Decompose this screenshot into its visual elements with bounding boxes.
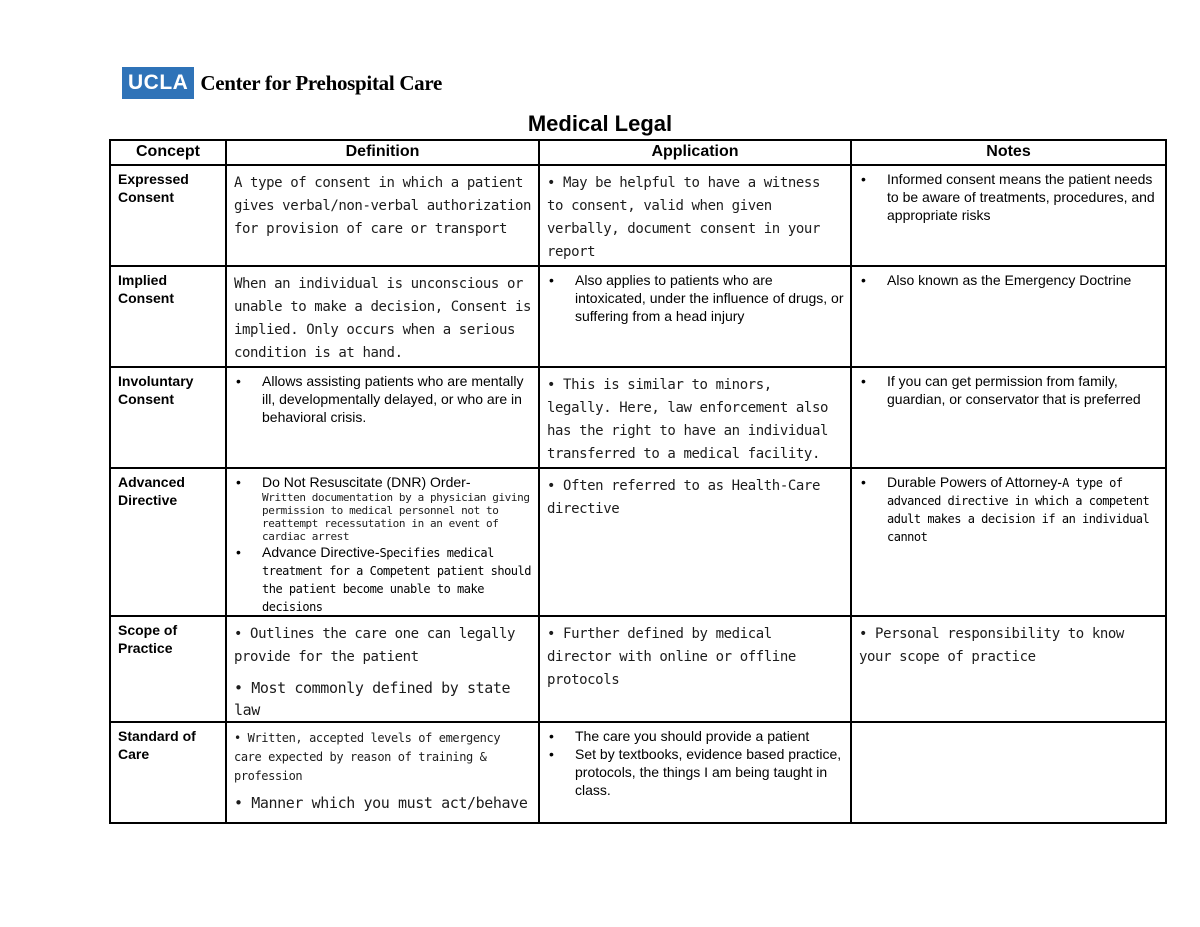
notes-cell: [851, 266, 1166, 367]
definition-cell: [226, 722, 539, 823]
table-header-row: [110, 140, 1166, 165]
definition-cell: [226, 468, 539, 616]
concept-cell: Implied Consent: [110, 266, 226, 367]
durable-powers-label: Durable Powers of Attorney-: [887, 474, 1063, 490]
table-row: [110, 468, 1166, 616]
application-cell: [539, 722, 851, 823]
handwritten-bullet: • Outlines the care one can legally provide for the patient: [234, 626, 516, 665]
concept-cell: Advanced Directive: [110, 468, 226, 616]
column-header-definition: Definition: [226, 140, 539, 165]
application-bullet: • Set by textbooks, evidence based practice, protocols, the things I am being taught in class.: [575, 745, 844, 799]
column-header-application: Application: [539, 140, 851, 165]
definition-bullet: [262, 473, 532, 543]
handwritten-application: • Further defined by medical director with online or offline protocols: [547, 626, 796, 688]
table-row: [110, 367, 1166, 468]
definition-cell: [226, 266, 539, 367]
notes-cell: [851, 616, 1166, 722]
handwritten-advance-directive-definition: Specifies medical treatment for a Competent patient should the patient become unable to make decisions: [262, 546, 531, 614]
dnr-label: Do Not Resuscitate (DNR) Order-: [262, 474, 471, 490]
notes-cell: [851, 367, 1166, 468]
notes-bullet: [887, 473, 1159, 545]
notes-cell: [851, 722, 1166, 823]
document-title: Medical Legal: [527, 111, 673, 136]
medical-legal-table: [109, 139, 1167, 824]
application-bullet: • The care you should provide a patient: [575, 727, 844, 745]
notes-bullet: • If you can get permission from family, guardian, or conservator that is preferred: [887, 372, 1159, 408]
definition-cell: [226, 165, 539, 266]
handwritten-definition: [227, 617, 538, 721]
page-header: [122, 67, 442, 99]
definition-bullet: • Allows assisting patients who are mentally ill, developmentally delayed, or who are in behavioral crisis.: [262, 372, 532, 426]
application-cell: [539, 266, 851, 367]
table-row: [110, 266, 1166, 367]
application-cell: [539, 367, 851, 468]
handwritten-definition: A type of consent in which a patient gives verbal/non-verbal authorization for provision of care or transport: [234, 175, 532, 237]
application-cell: [539, 165, 851, 266]
handwritten-bullet: • Most commonly defined by state law: [234, 679, 511, 719]
definition-bullet: [262, 543, 532, 615]
ucla-logo: UCLA: [122, 67, 194, 99]
org-name: Center for Prehospital Care: [200, 70, 443, 95]
handwritten-bullet: • Manner which you must act/behave: [234, 794, 528, 812]
notes-cell: [851, 165, 1166, 266]
handwritten-dnr-definition: Written documentation by a physician giving permission to medical personnel not to reattempt recessutation in an event of cardiac arrest: [262, 491, 530, 543]
notes-cell: [851, 468, 1166, 616]
application-bullet: • Also applies to patients who are intoxicated, under the influence of drugs, or suffering from a head injury: [575, 271, 844, 325]
notes-bullet: • Informed consent means the patient needs to be aware of treatments, procedures, and appropriate risks: [887, 170, 1159, 224]
application-cell: [539, 468, 851, 616]
advance-directive-label: Advance Directive-: [262, 544, 380, 560]
table-row: [110, 616, 1166, 722]
application-cell: [539, 616, 851, 722]
notes-bullet: • Also known as the Emergency Doctrine: [887, 271, 1159, 289]
concept-cell: Standard of Care: [110, 722, 226, 823]
handwritten-application: • Often referred to as Health-Care directive: [547, 478, 820, 517]
definition-cell: [226, 367, 539, 468]
table-row: [110, 165, 1166, 266]
handwritten-application: • May be helpful to have a witness to consent, valid when given verbally, document consent in your report: [547, 175, 820, 260]
column-header-concept: Concept: [110, 140, 226, 165]
concept-cell: Involuntary Consent: [110, 367, 226, 468]
column-header-notes: Notes: [851, 140, 1166, 165]
handwritten-bullet: • Written, accepted levels of emergency care expected by reason of training & profession: [234, 731, 501, 783]
handwritten-definition: [227, 723, 538, 814]
handwritten-notes: • Personal responsibility to know your scope of practice: [859, 626, 1124, 665]
definition-cell: [226, 616, 539, 722]
handwritten-definition: When an individual is unconscious or unable to make a decision, Consent is implied. Only occurs when a serious condition is at hand.: [234, 276, 532, 361]
handwritten-notes: A type of advanced directive in which a competent adult makes a decision if an individual cannot: [887, 476, 1150, 544]
table-row: [110, 722, 1166, 823]
handwritten-application: • This is similar to minors, legally. Here, law enforcement also has the right to have an individual transferred to a medical facility.: [547, 377, 829, 462]
concept-cell: Scope of Practice: [110, 616, 226, 722]
concept-cell: Expressed Consent: [110, 165, 226, 266]
